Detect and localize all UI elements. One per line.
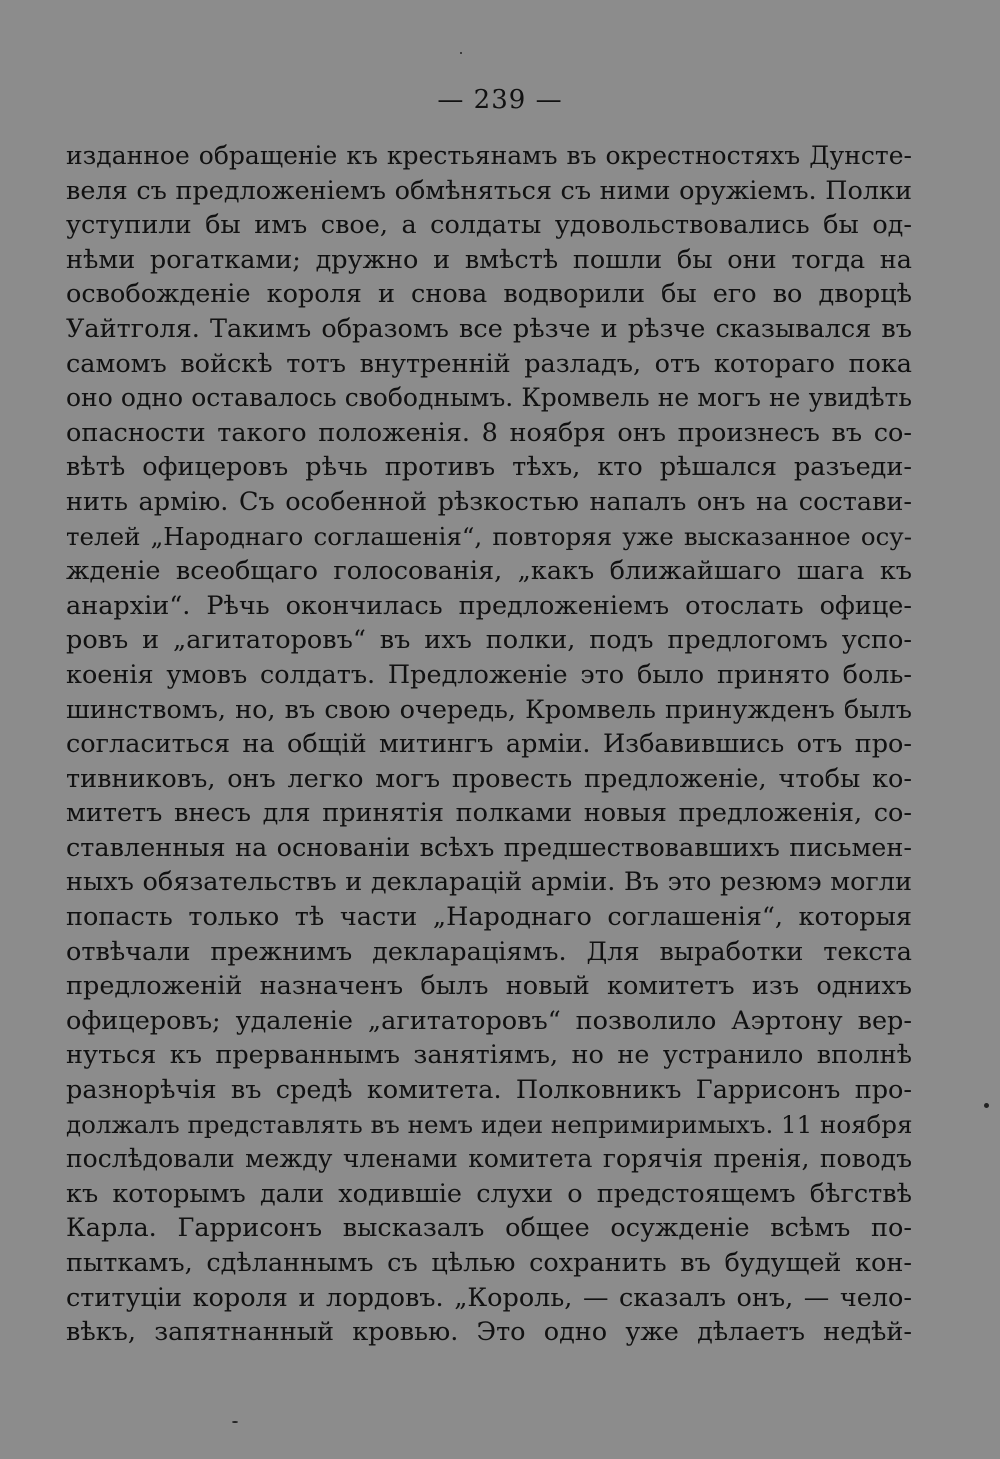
text-line: предложеній назначенъ былъ новый комитетъ изъ однихъ: [66, 971, 912, 1002]
text-line: веля съ предложеніемъ обмѣняться съ ними оружіемъ. Полки: [66, 175, 912, 206]
page-speck: [232, 1421, 238, 1423]
text-line: ныхъ обязательствъ и декларацій арміи. Въ это резюмэ могли: [66, 867, 912, 898]
text-line: вѣтѣ офицеровъ рѣчь противъ тѣхъ, кто рѣшался разъеди-: [66, 452, 912, 483]
text-line: послѣдовали между членами комитета горячія пренія, поводъ: [66, 1144, 912, 1174]
text-line: освобожденіе короля и снова водворили бы его во дворцѣ: [66, 279, 912, 310]
text-line: отвѣчали прежнимъ декларацiямъ. Для выработки текста: [66, 936, 912, 967]
text-line: опасности такого положенія. 8 ноября онъ произнесъ въ со-: [66, 417, 912, 448]
text-line: офицеровъ; удаленіе „агитаторовъ“ позволило Аэртону вер-: [66, 1005, 912, 1036]
text-line: изданное обращеніе къ крестьянамъ въ окрестностяхъ Дунсте-: [66, 141, 912, 170]
text-line: согласиться на общій митингъ арміи. Избавившись отъ про-: [66, 729, 912, 760]
text-line: уступили бы имъ свое, а солдаты удовольствовались бы од-: [66, 210, 912, 241]
text-line: нѣми рогатками; дружно и вмѣстѣ пошли бы они тогда на: [66, 244, 912, 275]
page-number: — 239 —: [437, 85, 563, 115]
text-line: жденіе всеобщаго голосованія, „какъ ближайшаго шага къ: [66, 556, 912, 587]
text-line: ровъ и „агитаторовъ“ въ ихъ полки, подъ предлогомъ успо-: [66, 625, 912, 656]
text-line: митетъ внесъ для принятія полками новыя предложенія, со-: [66, 798, 912, 829]
text-line: Карла. Гаррисонъ высказалъ общее осужденіе всѣмъ по-: [66, 1213, 912, 1244]
text-line: ституціи короля и лордовъ. „Король, — сказалъ онъ, — чело-: [66, 1282, 912, 1313]
text-line: тивниковъ, онъ легко могъ провесть предложеніе, чтобы ко-: [66, 763, 912, 794]
text-line: пыткамъ, сдѣланнымъ съ цѣлью сохранить въ будущей кон-: [66, 1248, 912, 1278]
text-line: шинствомъ, но, въ свою очередь, Кромвель принужденъ былъ: [66, 694, 912, 725]
text-line: коенія умовъ солдатъ. Предложеніе это было принято боль-: [66, 659, 912, 690]
text-line: Уайтголя. Такимъ образомъ все рѣзче и рѣзче сказывался въ: [66, 313, 912, 344]
text-line: самомъ войскѣ тотъ внутренній разладъ, отъ котораго пока: [66, 348, 912, 379]
text-line: попасть только тѣ части „Народнаго соглашенія“, которыя: [66, 902, 912, 933]
text-line: телей „Народнаго соглашенія“, повторяя уже высказанное осу-: [66, 521, 912, 551]
body-text: [66, 139, 912, 1350]
text-line: вѣкъ, запятнанный кровью. Это одно уже дѣлаетъ недѣй-: [66, 1317, 912, 1348]
page-speck: [460, 52, 462, 54]
page-speck: [984, 1103, 989, 1108]
text-line: анархіи“. Рѣчь окончилась предложеніемъ отослать офице-: [66, 590, 912, 621]
text-line: разнорѣчія въ средѣ комитета. Полковникъ Гаррисонъ про-: [66, 1075, 912, 1106]
text-line: оно одно оставалось свободнымъ. Кромвель не могъ не увидѣть: [66, 383, 912, 413]
text-line: должалъ представлять въ немъ идеи непримиримыхъ. 11 ноября: [66, 1109, 912, 1139]
text-line: къ которымъ дали ходившіе слухи о предстоящемъ бѣгствѣ: [66, 1178, 912, 1209]
text-line: ставленныя на основаніи всѣхъ предшествовавшихъ письмен-: [66, 832, 912, 863]
text-line: нить армію. Съ особенной рѣзкостью напалъ онъ на состави-: [66, 486, 912, 517]
text-line: нуться къ прерваннымъ занятіямъ, но не устранило вполнѣ: [66, 1040, 912, 1071]
